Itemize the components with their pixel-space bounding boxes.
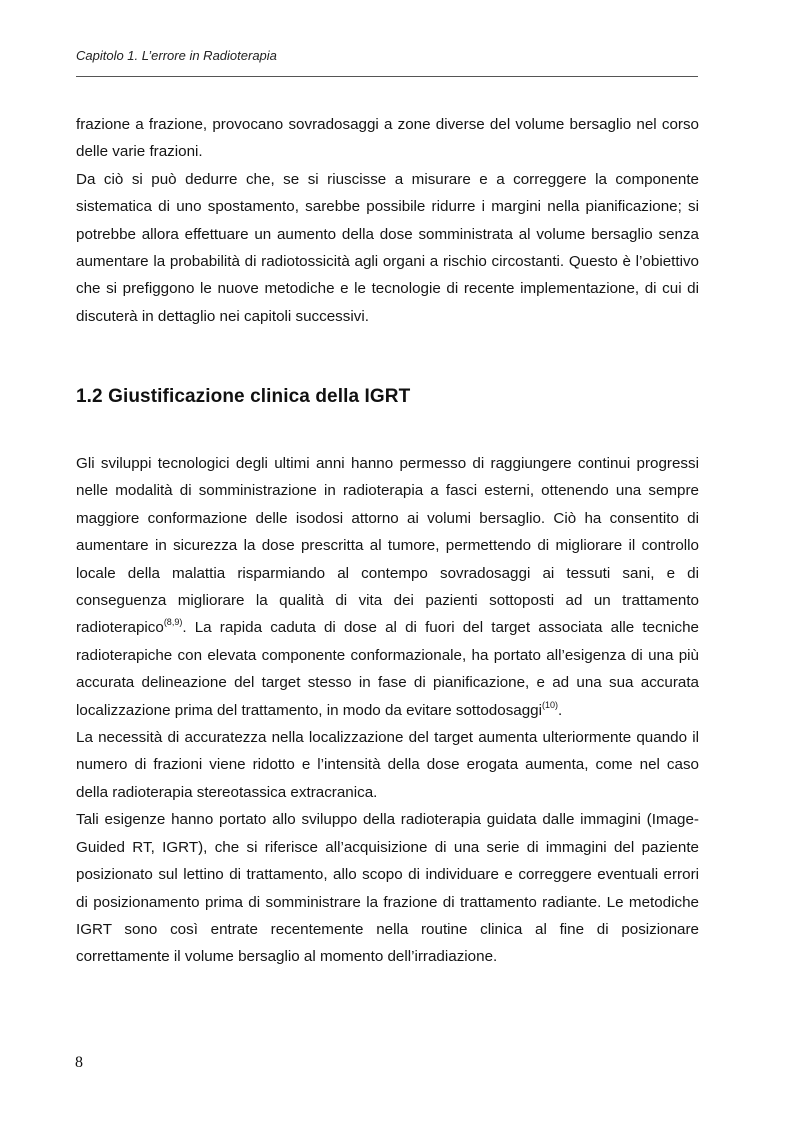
paragraph-technological-progress: [76, 450, 699, 724]
paragraph-accuracy-need: La necessità di accuratezza nella localizzazione del target aumenta ulteriormente quando il numero di frazioni viene ridotto e l’intensità della dose erogata aumenta, come nel caso della radioterapia stereotassica extracranica.: [76, 729, 699, 801]
paragraph-igrt-definition: Tali esigenze hanno portato allo sviluppo della radioterapia guidata dalle immagini (Image-Guided RT, IGRT), che si riferisce all’acquisizione di una serie di immagini del paziente posizionato sul lettino di trattamento, allo scopo di individuare e correggere eventuali errori di posizionamento prima di somministrare la frazione di trattamento radiante. Le metodiche IGRT sono così entrate recentemente nella routine clinica al fine di posizionare correttamente il volume bersaglio al momento dell’irradiazione.: [76, 811, 699, 966]
paragraph-systematic-component: Da ciò si può dedurre che, se si riuscisse a misurare e a correggere la componente sistematica di uno spostamento, sarebbe possibile ridurre i margini nella pianificazione; si potrebbe allora effettuare un aumento della dose somministrata al volume bersaglio senza aumentare la probabilità di radiotossicità agli organi a rischio circostanti. Questo è l’obiettivo che si prefiggono le nuove metodiche e le tecnologie di recente implementazione, di cui di discuterà in dettaglio nei capitoli successivi.: [76, 170, 699, 325]
intro-text-block: [76, 111, 699, 330]
paragraph-text: Gli sviluppi tecnologici degli ultimi anni hanno permesso di raggiungere continui progressi nelle modalità di somministrazione in radioterapia a fasci esterni, ottenendo una sempre maggiore conformazione delle isodosi attorno ai volumi bersaglio. Ciò ha consentito di aumentare in sicurezza la dose prescritta al tumore, permettendo di migliorare il controllo locale della malattia risparmiando al contempo sovradosaggi ai tessuti sani, e di conseguenza migliorare la qualità di vita dei pazienti sottoposti ad un trattamento radioterapico: [76, 455, 699, 637]
paragraph-continuation: frazione a frazione, provocano sovradosaggi a zone diverse del volume bersaglio nel corso delle varie frazioni.: [76, 116, 699, 161]
citation-reference: (8,9): [163, 617, 183, 628]
section-text-block: [76, 450, 699, 971]
running-header: Capitolo 1. L’errore in Radioterapia: [76, 48, 277, 63]
section-heading: 1.2 Giustificazione clinica della IGRT: [76, 386, 411, 407]
citation-reference: (10): [542, 699, 559, 710]
header-divider: [76, 76, 698, 77]
paragraph-text: .: [558, 701, 563, 719]
paragraph-text: . La rapida caduta di dose al di fuori del target associata alle tecniche radioterapiche con elevata componente conformazionale, ha portato all’esigenza di una più accurata delineazione del target stesso in fase di pianificazione, e ad una sua accurata localizzazione prima del trattamento, in modo da evitare sottodosaggi: [76, 619, 699, 719]
page-number: 8: [75, 1054, 83, 1071]
